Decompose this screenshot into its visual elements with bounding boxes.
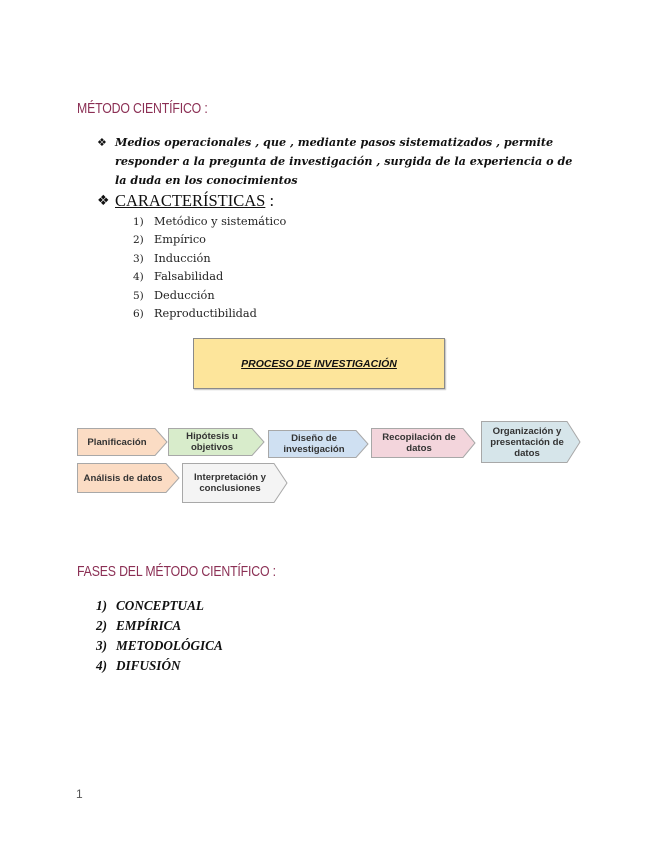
- list-text: CONCEPTUAL: [116, 598, 204, 613]
- proceso-title-box: PROCESO DE INVESTIGACIÓN: [193, 338, 445, 389]
- definition-bullet: [97, 133, 587, 190]
- list-number: 3): [133, 252, 144, 265]
- list-number: 4): [133, 271, 144, 284]
- list-text: Metódico y sistemático: [154, 215, 287, 228]
- list-text: DIFUSIÓN: [116, 658, 181, 673]
- list-text: METODOLÓGICA: [116, 638, 223, 653]
- caracteristicas-bullet: [97, 190, 587, 212]
- list-number: 4): [96, 658, 107, 673]
- list-item: [96, 636, 223, 656]
- definition-text: Medios operacionales , que , mediante pasos sistematizados , permite responder a la pregunta de investigación , surgida de la experiencia o de la duda en los conocimientos: [115, 135, 573, 187]
- step-label-planificacion: Planificación: [87, 436, 147, 448]
- list-item: [96, 596, 223, 616]
- caracteristicas-list: [133, 213, 286, 323]
- fases-list: [96, 596, 223, 676]
- list-item: [133, 287, 286, 305]
- list-item: [133, 250, 286, 268]
- page-number: 1: [76, 787, 83, 801]
- list-number: 3): [96, 638, 107, 653]
- list-number: 6): [133, 307, 144, 320]
- list-text: Falsabilidad: [154, 270, 224, 284]
- list-number: 2): [96, 618, 107, 633]
- list-item: [133, 268, 286, 286]
- list-item: [96, 616, 223, 636]
- list-text: Deducción: [154, 288, 215, 302]
- list-item: [96, 656, 223, 676]
- list-text: Empírico: [154, 233, 206, 247]
- list-text: Reproductibilidad: [154, 306, 257, 320]
- list-number: 1): [96, 598, 107, 613]
- step-label-recopilacion: Recopilación de datos: [382, 432, 456, 454]
- step-label-interpretacion: Interpretación y conclusiones: [194, 472, 266, 494]
- step-label-hipotesis: Hipótesis u objetivos: [186, 431, 238, 453]
- diamond-bullet-icon: ❖: [97, 136, 107, 149]
- step-label-organizacion: Organización y presentación de datos: [490, 425, 564, 459]
- list-text: EMPÍRICA: [116, 618, 182, 633]
- step-label-diseno: Diseño de investigación: [283, 433, 345, 455]
- list-number: 5): [133, 289, 144, 302]
- section-heading-fases: FASES DEL MÉTODO CIENTÍFICO :: [77, 563, 276, 580]
- list-item: [133, 305, 286, 323]
- list-item: [133, 213, 286, 231]
- list-item: [133, 231, 286, 249]
- list-text: Inducción: [154, 251, 211, 265]
- step-label-analisis: Análisis de datos: [83, 472, 163, 484]
- caracteristicas-title: CARACTERÍSTICAS: [115, 191, 266, 210]
- caracteristicas-colon: :: [269, 191, 275, 210]
- list-number: 1): [133, 216, 144, 228]
- list-number: 2): [133, 234, 144, 247]
- diamond-bullet-icon: ❖: [97, 193, 110, 209]
- section-heading-metodo: MÉTODO CIENTÍFICO :: [77, 100, 208, 117]
